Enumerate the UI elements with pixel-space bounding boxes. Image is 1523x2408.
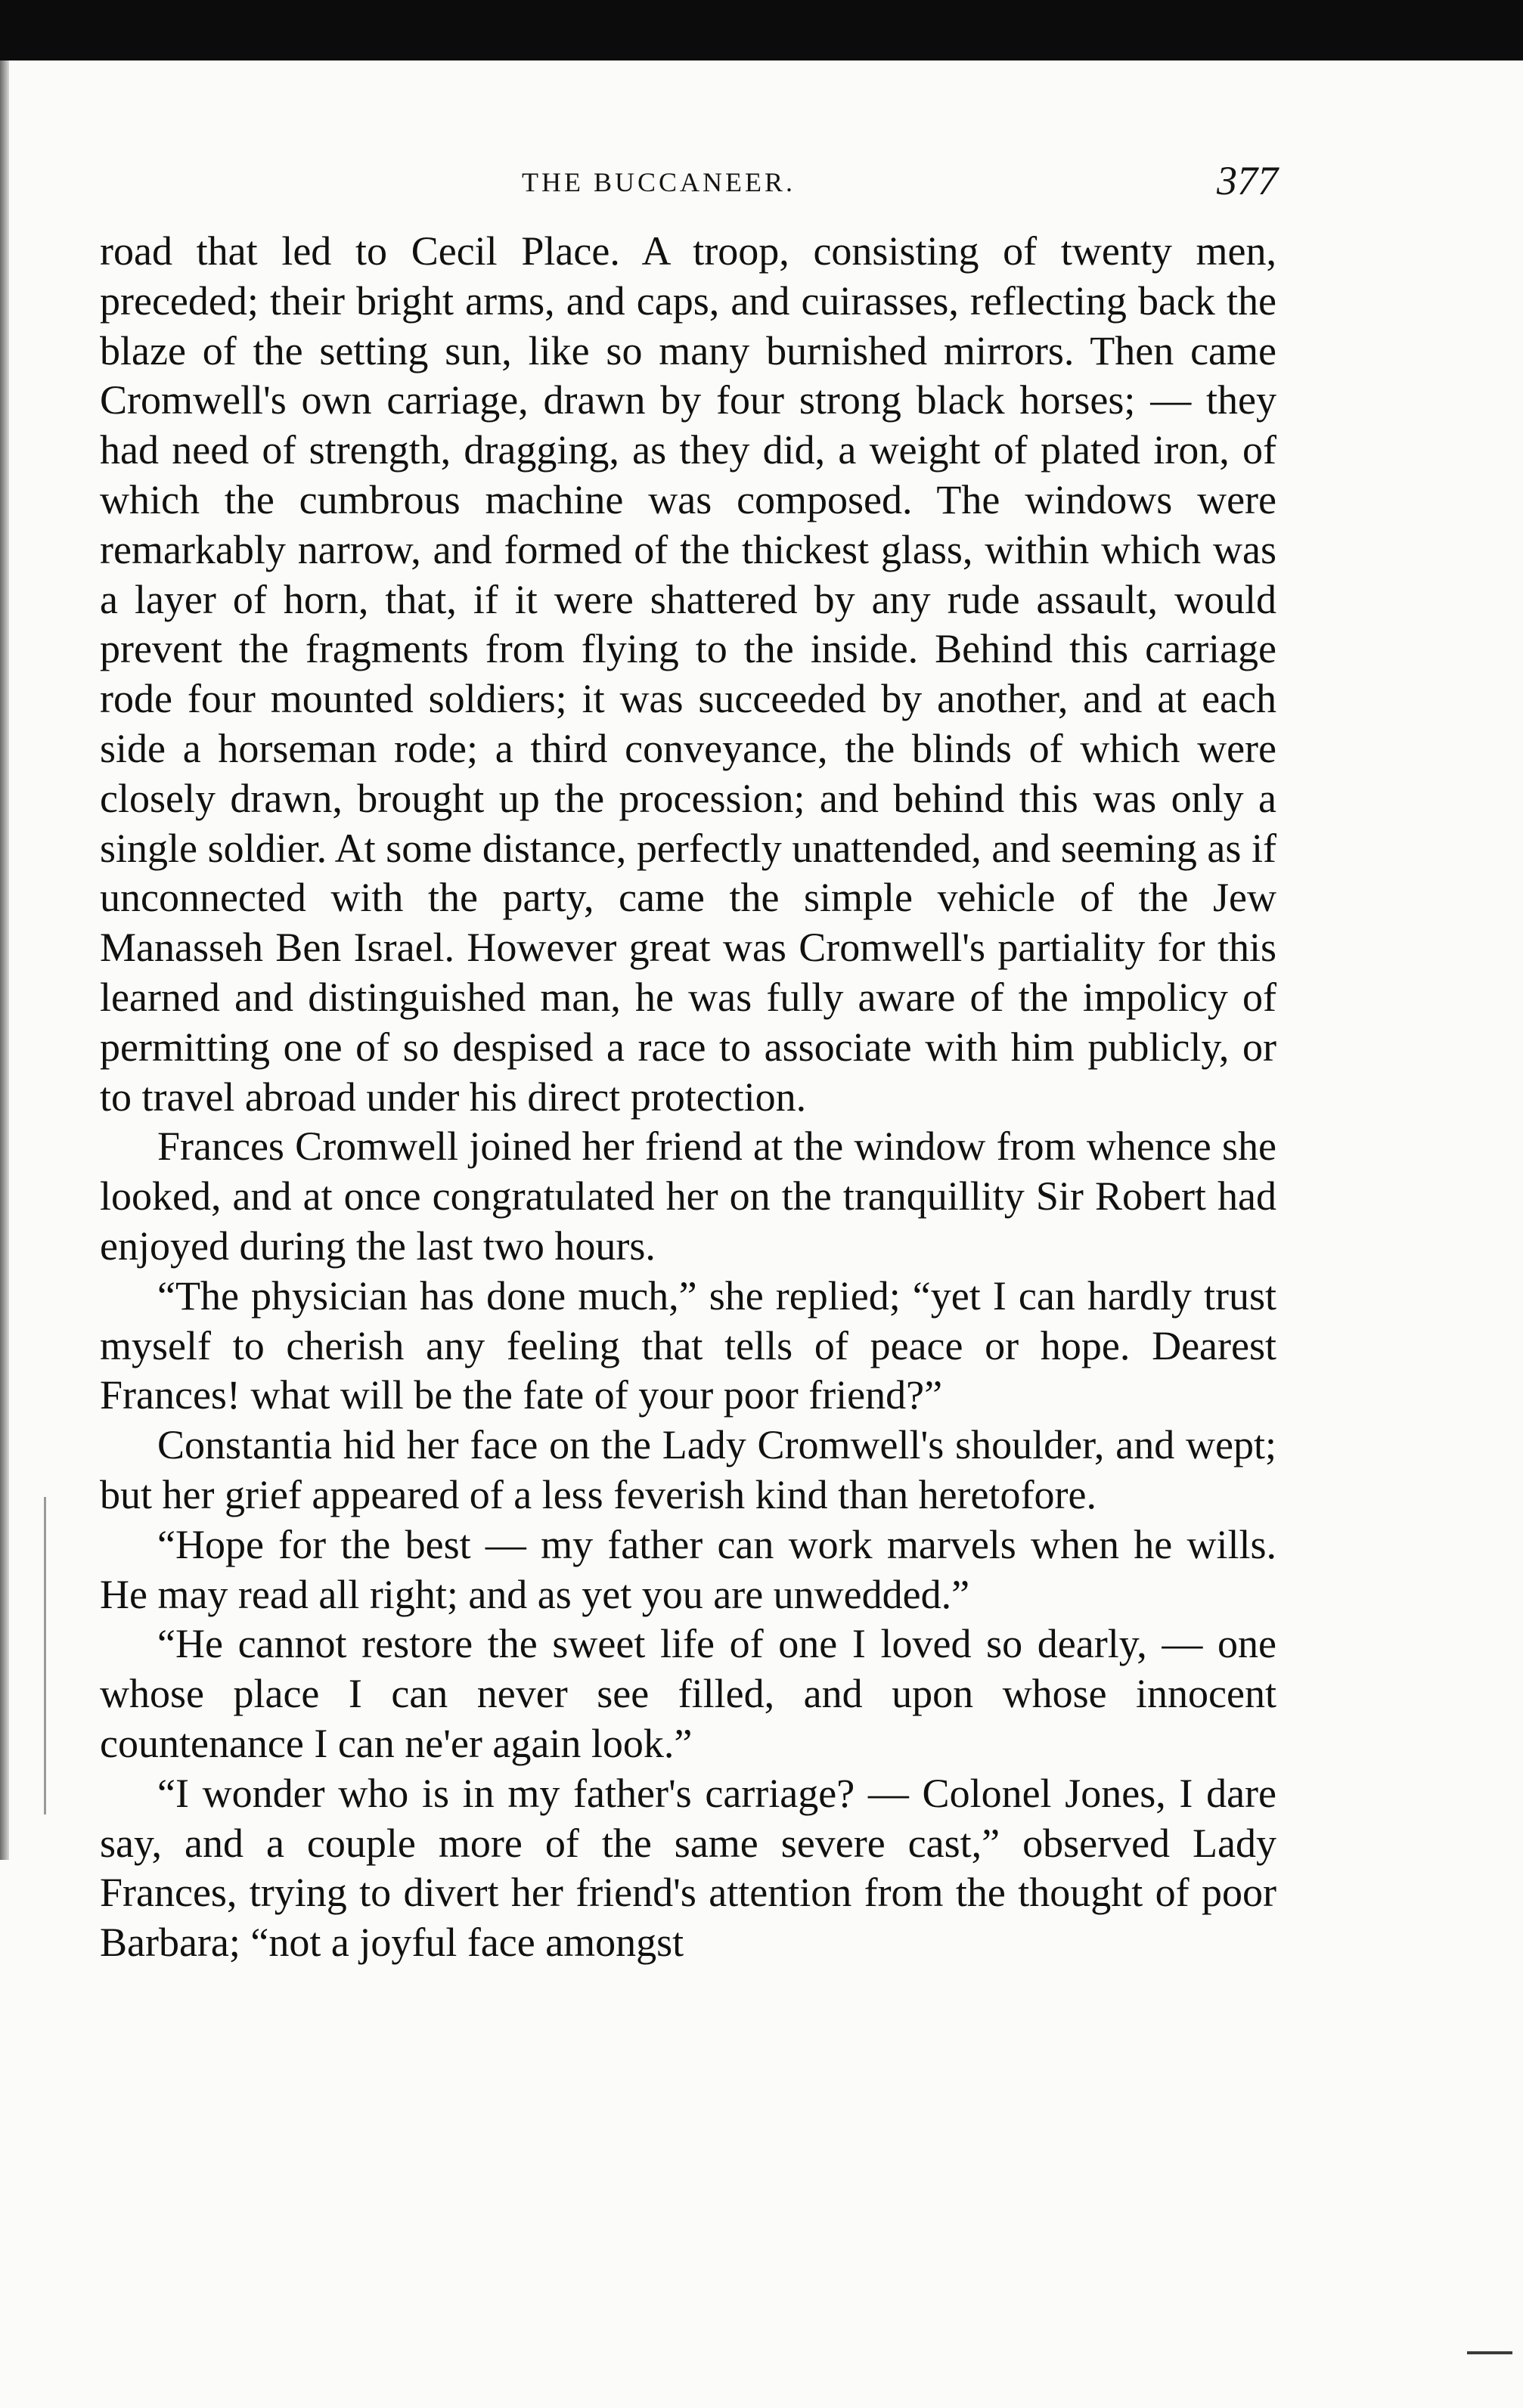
page-number: 377 — [1217, 158, 1278, 203]
scan-top-border — [0, 0, 1523, 60]
scan-artifact — [1467, 2351, 1512, 2354]
paragraph: Constantia hid her face on the Lady Cromwell's shoulder, and wept; but her grief appeared of a less feverish kind than heretofore. — [100, 1422, 1276, 1517]
scan-left-edge — [0, 60, 9, 1860]
page-header — [98, 157, 1278, 210]
margin-line — [44, 1497, 46, 1815]
body-text — [100, 227, 1276, 1968]
paragraph: “The physician has done much,” she replied; “yet I can hardly trust myself to cherish any feeling that tells of peace or hope. Dearest Frances! what will be the fate of your poor friend?” — [100, 1272, 1276, 1418]
running-title: THE BUCCANEER. — [522, 167, 796, 197]
paragraph: road that led to Cecil Place. A troop, consisting of twenty men, preceded; their bright arms, and caps, and cuirasses, reflecting back the blaze of the setting sun, like so many burnished mirrors. Then came Cromwell's own carriage, drawn by four strong black horses; — they had need of strength, dragging, as they did, a weight of plated iron, of which the cumbrous machine was composed. The windows were remarkably narrow, and formed of the thickest glass, within which was a layer of horn, that, if it were shattered by any rude assault, would prevent the fragments from flying to the inside. Behind this carriage rode four mounted soldiers; it was succeeded by another, and at each side a horseman rode; a third conveyance, the blinds of which were closely drawn, brought up the procession; and behind this was only a single soldier. At some distance, perfectly unattended, and seeming as if unconnected with the party, came the simple vehicle of the Jew Manasseh Ben Israel. However great was Cromwell's partiality for this learned and distinguished man, he was fully aware of the impolicy of permitting one of so despised a race to associate with him publicly, or to travel abroad under his direct protection. — [100, 228, 1276, 1120]
paragraph: “He cannot restore the sweet life of one I loved so dearly, — one whose place I can never see filled, and upon whose innocent countenance I can ne'er again look.” — [100, 1621, 1276, 1766]
paragraph: Frances Cromwell joined her friend at the window from whence she looked, and at once congratulated her on the tranquillity Sir Robert had enjoyed during the last two hours. — [100, 1123, 1276, 1269]
paragraph: “Hope for the best — my father can work marvels when he wills. He may read all right; and as yet you are unwedded.” — [100, 1521, 1276, 1617]
paragraph: “I wonder who is in my father's carriage? — Colonel Jones, I dare say, and a couple more of the same severe cast,” observed Lady Frances, trying to divert her friend's attention from the thought of poor Barbara; “not a joyful face amongst — [100, 1770, 1276, 1966]
